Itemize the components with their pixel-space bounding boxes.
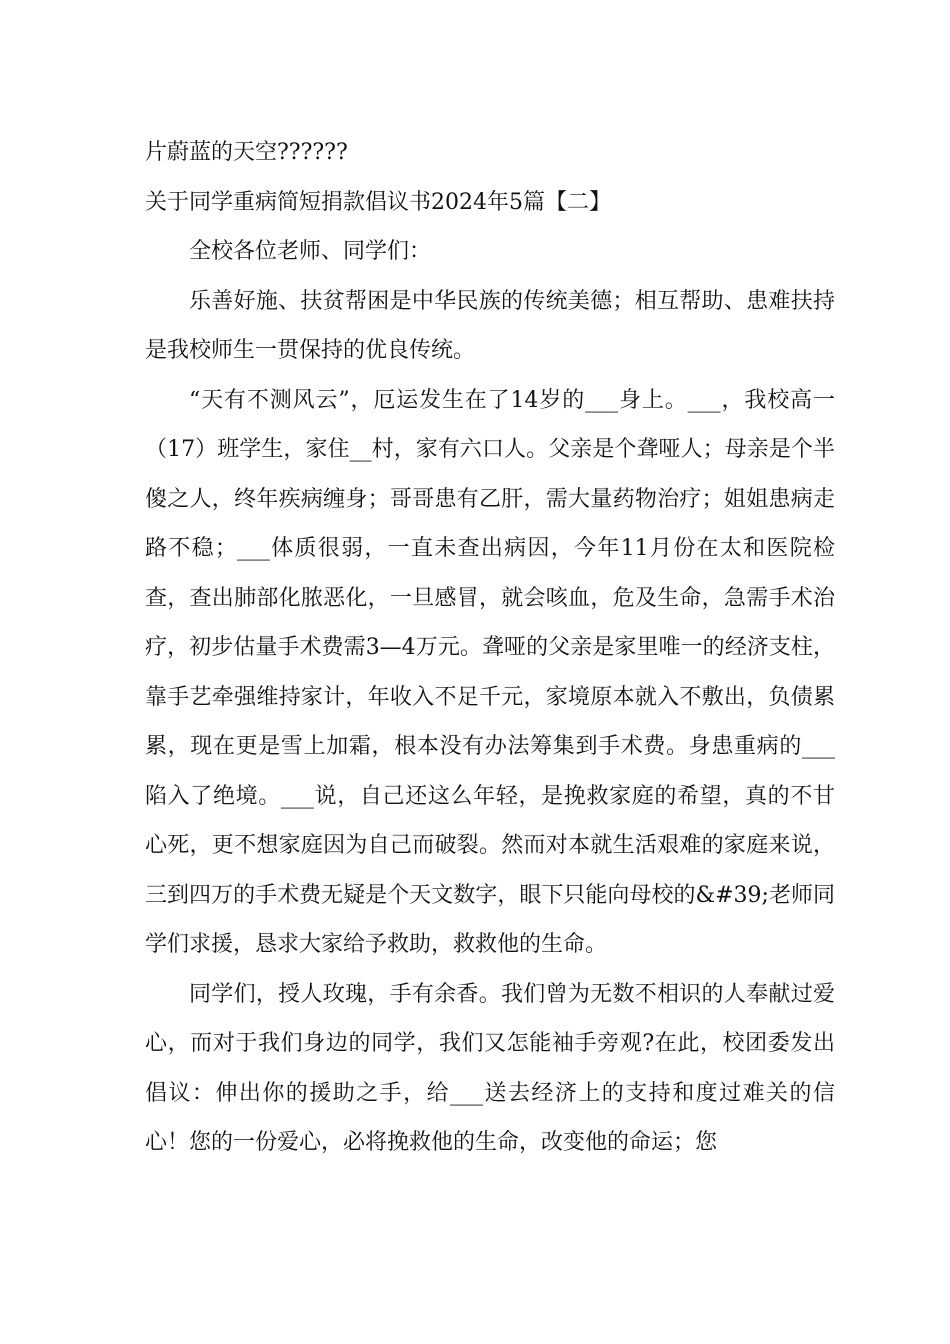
paragraph-1: 乐善好施、扶贫帮困是中华民族的传统美德；相互帮助、患难扶持是我校师生一贯保持的优良传统。 xyxy=(145,288,835,363)
document-page xyxy=(145,128,835,1168)
section-title: 关于同学重病简短捐款倡议书2024年5篇【二】 xyxy=(145,189,611,215)
salutation: 全校各位老师、同学们： xyxy=(189,239,432,264)
continuation-line: 片蔚蓝的天空?????? xyxy=(145,140,348,165)
paragraph-2: “天有不测风云”，厄运发生在了14岁的___身上。___，我校高一（17）班学生，家住__村，家有六口人。父亲是个聋哑人；母亲是个半傻之人，终年疾病缠身；哥哥患有乙肝，需大量药物治疗；姐姐患病走路不稳；___体质很弱，一直未查出病因，今年11月份在太和医院检查，查出肺部化脓恶化，一旦感冒，就会咳血，危及生命，急需手术治疗，初步估量手术费需3—4万元。聋哑的父亲是家里唯一的经济支柱，靠手艺牵强维持家计，年收入不足千元，家境原本就入不敷出，负债累累，现在更是雪上加霜，根本没有办法筹集到手术费。身患重病的___陷入了绝境。___说，自己还这么年轻，是挽救家庭的希望，真的不甘心死，更不想家庭因为自己而破裂。然而对本就生活艰难的家庭来说，三到四万的手术费无疑是个天文数字，眼下只能向母校的&#39;老师同学们求援，恳求大家给予救助，救救他的生命。 xyxy=(145,387,835,957)
paragraph-3: 同学们，授人玫瑰，手有余香。我们曾为无数不相识的人奉献过爱心，而对于我们身边的同学，我们又怎能袖手旁观?在此，校团委发出倡议：伸出你的援助之手，给___送去经济上的支持和度过难关的信心！您的一份爱心，必将挽救他的生命，改变他的命运；您 xyxy=(145,981,835,1155)
